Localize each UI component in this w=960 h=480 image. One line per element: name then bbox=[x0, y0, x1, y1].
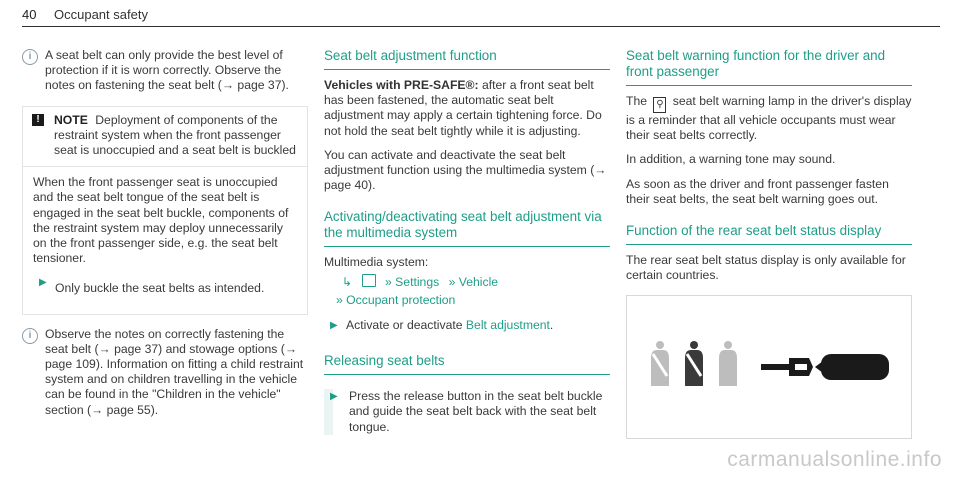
section-heading: Seat belt adjustment function bbox=[324, 48, 610, 70]
rear-seat-status-image bbox=[626, 295, 912, 439]
chapter-title: Occupant safety bbox=[54, 7, 148, 22]
instruction-step bbox=[324, 318, 610, 333]
warning-title: NOTE bbox=[54, 112, 88, 127]
pre-safe-label: Vehicles with PRE-SAFE®: bbox=[324, 78, 479, 92]
watermark: carmanualsonline.info bbox=[727, 448, 942, 471]
warning-body bbox=[23, 167, 307, 313]
step-text: Press the release button in the seat belt buckle and guide the seat belt back with the seat belt tongue. bbox=[349, 389, 603, 434]
paragraph-text: after a front seat belt has been fastened, the automatic seat belt adjustment may apply a certain tightening force. Do not hold the seat belt tightly while it is adjusting. bbox=[324, 78, 602, 138]
step-arrow-icon: ▶ bbox=[39, 277, 47, 289]
section-heading: Function of the rear seat belt status display bbox=[626, 223, 912, 245]
paragraph bbox=[626, 94, 912, 143]
step-text-end: . bbox=[549, 318, 554, 333]
path-occupant: Occupant protection bbox=[346, 292, 456, 307]
step-arrow-icon: ▶ bbox=[330, 391, 338, 403]
chevron-right-icon: » bbox=[385, 274, 392, 289]
paragraph-text: seat belt warning lamp in the driver's display is a reminder that all vehicle occupants must wear their seat belts correctly. bbox=[626, 94, 912, 143]
paragraph: The rear seat belt status display is only available for certain countries. bbox=[626, 253, 906, 283]
paragraph: You can activate and deactivate the seat belt adjustment function using the multimedia system (→ page 40). bbox=[324, 147, 607, 193]
belt-adjustment-link: Belt adjustment bbox=[465, 318, 550, 333]
section-heading: Seat belt warning function for the driver and front passenger bbox=[626, 48, 912, 86]
warning-icon: ! bbox=[32, 114, 44, 126]
paragraph: In addition, a warning tone may sound. bbox=[626, 152, 836, 167]
return-arrow-icon: ↳ bbox=[342, 274, 353, 289]
info-icon: i bbox=[22, 49, 38, 65]
step-text: Activate or deactivate bbox=[346, 318, 466, 333]
paragraph: As soon as the driver and front passenger fasten their seat belts, the seat belt warning goes out. bbox=[626, 176, 889, 206]
page-number: 40 bbox=[22, 7, 37, 22]
column-right bbox=[626, 48, 912, 439]
instruction-step bbox=[324, 389, 610, 435]
chevron-right-icon: » bbox=[336, 292, 343, 307]
section-heading: Activating/deactivating seat belt adjustment via the multimedia system bbox=[324, 209, 610, 247]
multimedia-label: Multimedia system: bbox=[324, 255, 429, 270]
menu-path-line bbox=[336, 293, 610, 308]
rear-seat-icons bbox=[645, 340, 755, 390]
path-vehicle: Vehicle bbox=[458, 274, 499, 289]
home-icon bbox=[362, 274, 376, 287]
paragraph bbox=[324, 78, 610, 139]
buckle-graphic bbox=[761, 350, 891, 384]
info-note-2 bbox=[22, 327, 308, 418]
menu-path-line bbox=[342, 274, 610, 290]
info-icon: i bbox=[22, 328, 38, 344]
warning-box bbox=[22, 106, 308, 315]
path-settings: Settings bbox=[395, 274, 440, 289]
warning-header bbox=[23, 107, 307, 168]
warning-lead: Deployment of components of the restraint system when the front passenger seat is unoccupied and a seat belt is buckled bbox=[54, 112, 296, 158]
warning-step bbox=[33, 275, 297, 296]
step-arrow-icon: ▶ bbox=[330, 320, 338, 332]
seat-belt-icon: ⚲ bbox=[653, 97, 666, 113]
note-text-2: Observe the notes on correctly fastening the seat belt (→ page 37) and stowage options (→ page 109). Information on fitting a child restraint system and on children travelling in the vehicle can be found in the "Children in the vehicle" section (→ page 55). bbox=[45, 326, 304, 417]
header-rule bbox=[22, 26, 940, 27]
warning-step-text: Only buckle the seat belts as intended. bbox=[55, 281, 265, 296]
warning-text: When the front passenger seat is unoccupied and the seat belt tongue of the seat belt is engaged in the seat belt buckle, components of the restraint system may deploy unnecessarily on the front passenger side, e.g. the seat belt tensioner. bbox=[33, 175, 289, 266]
menu-path bbox=[324, 255, 610, 308]
section-heading: Releasing seat belts bbox=[324, 353, 610, 375]
column-middle bbox=[324, 48, 610, 435]
info-note bbox=[22, 48, 308, 94]
note-text: A seat belt can only provide the best level of protection if it is worn correctly. Observe the notes on fastening the seat belt (→ page 37). bbox=[45, 48, 289, 93]
column-left bbox=[22, 48, 308, 430]
paragraph-text: The bbox=[626, 94, 651, 108]
chevron-right-icon: » bbox=[448, 274, 456, 289]
